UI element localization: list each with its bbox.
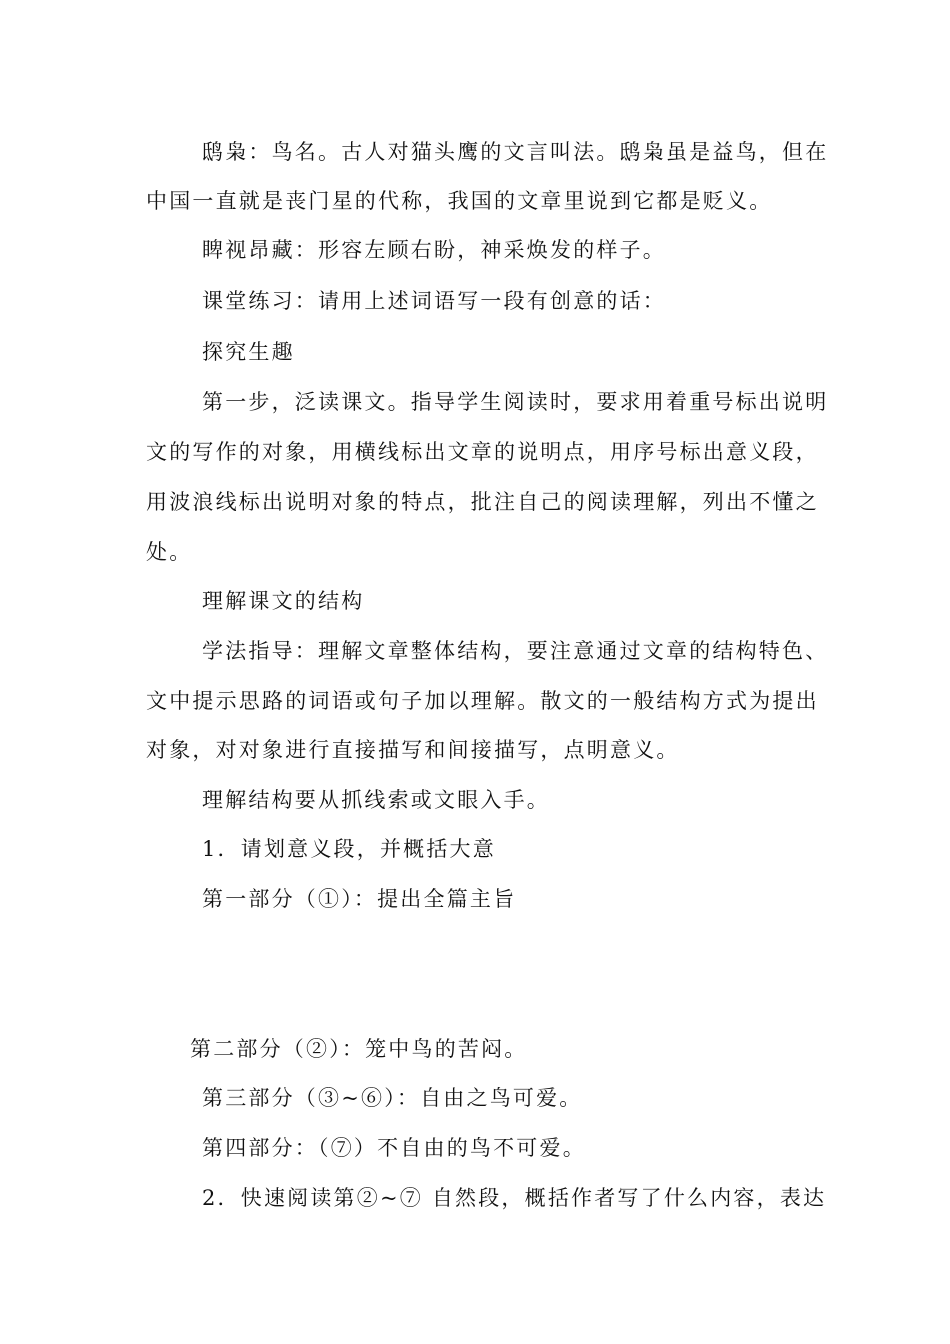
text-line-9: 处。 [146,540,193,564]
text-line-8: 用波浪线标出说明对象的特点，批注自己的阅读理解，列出不懂之 [146,490,819,514]
part-4: 第四部分：（⑦）不自由的鸟不可爱。 [202,1136,586,1160]
text-line-13: 对象，对对象进行直接描写和间接描写，点明意义。 [146,738,680,762]
question-1: 1．请划意义段，并概括大意 [202,837,496,861]
text-line-11: 学法指导：理解文章整体结构，要注意通过文章的结构特色、 [202,639,829,663]
part-1: 第一部分（①）：提出全篇主旨 [202,887,517,911]
section-heading-structure: 理解课文的结构 [202,589,365,613]
part-3: 第三部分（③~⑥）：自由之鸟可爱。 [202,1086,583,1110]
text-line-12: 文中提示思路的词语或句子加以理解。散文的一般结构方式为提出 [146,689,819,713]
question-2: 2．快速阅读第②~⑦ 自然段，概括作者写了什么内容，表达 [202,1186,827,1210]
part-2: 第二部分（②）：笼中鸟的苦闷。 [190,1037,528,1061]
section-heading-explore: 探究生趣 [202,340,295,364]
text-line-4: 课堂练习：请用上述词语写一段有创意的话： [202,289,666,313]
text-line-7: 文的写作的对象，用横线标出文章的说明点，用序号标出意义段， [146,440,819,464]
text-line-1: 鸱枭：鸟名。古人对猫头鹰的文言叫法。鸱枭虽是益鸟，但在 [202,140,829,164]
text-line-3: 睥视昂藏：形容左顾右盼，神采焕发的样子。 [202,238,666,262]
text-line-2: 中国一直就是丧门星的代称，我国的文章里说到它都是贬义。 [146,189,773,213]
text-line-6: 第一步，泛读课文。指导学生阅读时，要求用着重号标出说明 [202,390,829,414]
text-line-14: 理解结构要从抓线索或文眼入手。 [202,788,550,812]
